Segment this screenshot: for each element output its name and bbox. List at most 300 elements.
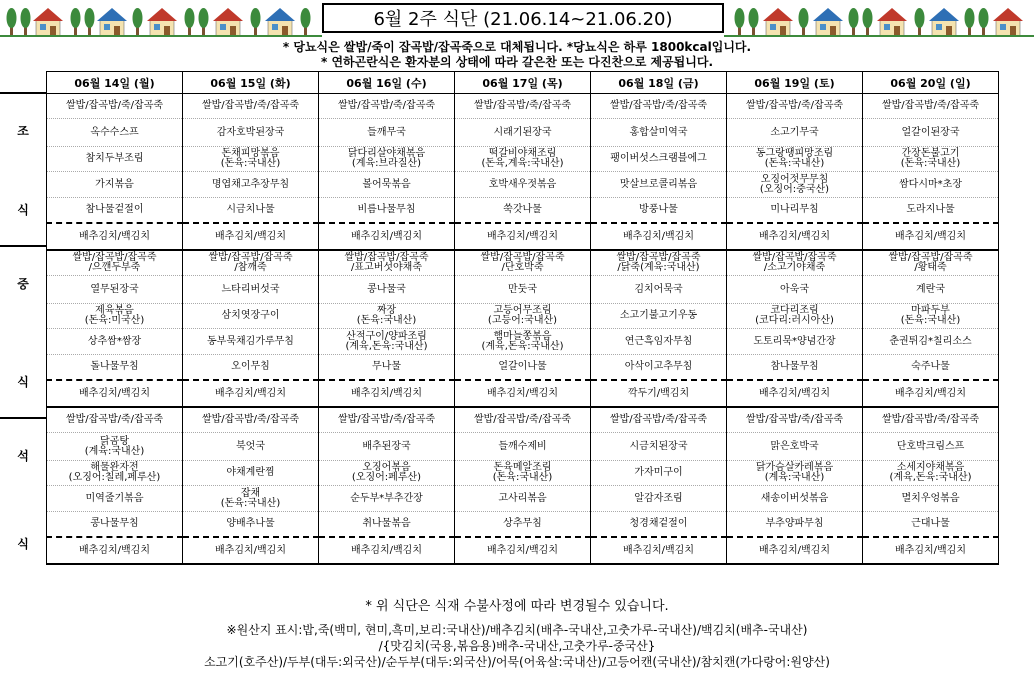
menu-item-text: 미나리무침 bbox=[770, 204, 819, 215]
menu-item-text: 콩나물무침 bbox=[90, 518, 139, 529]
menu-row bbox=[47, 172, 999, 198]
meal-label-char: 식 bbox=[17, 375, 29, 389]
menu-cell bbox=[455, 304, 591, 329]
tree-icon bbox=[185, 8, 195, 28]
menu-item-text: (계육,돈육:국내산) bbox=[481, 340, 564, 352]
menu-cell bbox=[319, 329, 455, 355]
menu-cell bbox=[591, 198, 727, 224]
house-roof bbox=[33, 8, 63, 21]
menu-item-text: 참나물겉절이 bbox=[85, 204, 144, 215]
menu-item-text: 들깨수제비 bbox=[498, 440, 547, 452]
house-window bbox=[272, 24, 278, 30]
menu-cell bbox=[319, 172, 455, 198]
house-roof bbox=[97, 8, 127, 21]
menu-item-text: /표고버섯야채죽 bbox=[351, 262, 422, 273]
menu-item-text: 가자미구이 bbox=[634, 467, 683, 478]
menu-cell bbox=[455, 486, 591, 512]
menu-item-text: 배추김치/백김치 bbox=[759, 387, 830, 399]
menu-item-text: 쌀밥/잡곡밥/죽/잡곡죽 bbox=[881, 100, 980, 111]
menu-cell bbox=[183, 276, 319, 304]
menu-item-text: (돈육:국내산) bbox=[492, 472, 553, 483]
menu-cell bbox=[727, 276, 863, 304]
menu-cell bbox=[863, 461, 999, 486]
menu-item-text: 콩나물국 bbox=[367, 283, 406, 295]
menu-item-text: 쌀밥/잡곡밥/죽/잡곡죽 bbox=[881, 414, 980, 425]
menu-cell bbox=[727, 486, 863, 512]
menu-cell bbox=[183, 304, 319, 329]
menu-item-text: 제육볶음 bbox=[95, 305, 134, 316]
menu-item-text: 배추된장국 bbox=[362, 440, 411, 452]
menu-item-text: 오징어볶음 bbox=[362, 462, 411, 473]
menu-item-text: 오징어젓무무침 bbox=[760, 173, 829, 185]
menu-item-text: 산적구이/양파조림 bbox=[346, 330, 427, 342]
menu-cell bbox=[47, 329, 183, 355]
menu-cell bbox=[47, 355, 183, 381]
menu-cell bbox=[727, 223, 863, 250]
menu-row bbox=[47, 537, 999, 564]
menu-item-text: 아욱국 bbox=[780, 283, 809, 295]
menu-item-text: 배추김치/백김치 bbox=[623, 544, 694, 556]
tree-icon bbox=[735, 8, 745, 28]
house-roof bbox=[213, 8, 243, 21]
menu-cell bbox=[727, 94, 863, 119]
menu-cell bbox=[455, 172, 591, 198]
house-icon bbox=[100, 20, 124, 36]
menu-cell bbox=[183, 147, 319, 172]
menu-cell bbox=[455, 250, 591, 276]
menu-item-text: 떡갈비야채조림 bbox=[488, 148, 557, 159]
tree-icon bbox=[301, 8, 311, 28]
menu-item-text: 배추김치/백김치 bbox=[759, 230, 830, 242]
menu-cell bbox=[47, 304, 183, 329]
menu-item-text: (돈육:국내산) bbox=[220, 497, 281, 509]
menu-cell bbox=[455, 276, 591, 304]
menu-cell bbox=[455, 433, 591, 461]
house-icon bbox=[932, 20, 956, 36]
house-icon bbox=[150, 20, 174, 36]
menu-cell bbox=[319, 198, 455, 224]
house-icon bbox=[36, 20, 60, 36]
menu-cell bbox=[863, 512, 999, 538]
menu-cell bbox=[47, 223, 183, 250]
menu-item-text: 연근흑임자무침 bbox=[624, 335, 693, 347]
menu-item-text: 배추김치/백김치 bbox=[79, 387, 150, 399]
menu-item-text: 배추김치/백김치 bbox=[487, 544, 558, 556]
menu-cell bbox=[863, 380, 999, 407]
menu-item-text: 호박새우젓볶음 bbox=[488, 178, 557, 190]
menu-item-text: 잡채 bbox=[240, 487, 261, 499]
menu-cell bbox=[319, 537, 455, 564]
house-roof bbox=[877, 8, 907, 21]
menu-item-text: 배추김치/백김치 bbox=[895, 544, 966, 556]
menu-cell bbox=[727, 119, 863, 147]
meal-label-char: 석 bbox=[17, 449, 29, 463]
menu-item-text: 부추양파무침 bbox=[765, 518, 824, 529]
menu-item-text: 참나물무침 bbox=[770, 361, 819, 372]
menu-cell bbox=[47, 433, 183, 461]
menu-cell bbox=[319, 147, 455, 172]
menu-item-text: 쌀밥/잡곡밥/죽/잡곡죽 bbox=[609, 100, 708, 111]
menu-cell bbox=[863, 486, 999, 512]
menu-item-text: 고사리볶음 bbox=[498, 492, 547, 504]
menu-item-text: 들깨무국 bbox=[367, 126, 406, 138]
menu-item-text: 쌀밥/잡곡밥/죽/잡곡죽 bbox=[745, 414, 844, 425]
day-header-3: 06월 17일 (목) bbox=[455, 72, 591, 94]
menu-item-text: 배추김치/백김치 bbox=[215, 544, 286, 556]
menu-item-text: 배추김치/백김치 bbox=[351, 230, 422, 242]
menu-item-text: (돈육:국내산) bbox=[356, 315, 417, 326]
menu-cell bbox=[319, 304, 455, 329]
house-window bbox=[936, 24, 942, 30]
menu-row bbox=[47, 380, 999, 407]
menu-item-text: 돈육메알조림 bbox=[493, 462, 552, 473]
menu-cell bbox=[591, 250, 727, 276]
menu-item-text: 쌀밥/잡곡밥/죽/잡곡죽 bbox=[337, 414, 436, 425]
menu-cell bbox=[183, 461, 319, 486]
menu-cell bbox=[47, 276, 183, 304]
menu-item-text: 취나물볶음 bbox=[362, 518, 411, 529]
menu-cell bbox=[47, 172, 183, 198]
house-window bbox=[154, 24, 160, 30]
menu-cell bbox=[319, 380, 455, 407]
menu-item-text: 쌀밥/잡곡밥/죽/잡곡죽 bbox=[201, 414, 300, 425]
menu-cell bbox=[183, 119, 319, 147]
menu-row bbox=[47, 304, 999, 329]
house-window bbox=[220, 24, 226, 30]
menu-cell bbox=[727, 198, 863, 224]
menu-item-text: 동부묵채김가루무침 bbox=[207, 335, 294, 347]
day-header-0: 06월 14일 (월) bbox=[47, 72, 183, 94]
menu-item-text: 상추무침 bbox=[503, 518, 542, 529]
menu-cell bbox=[591, 304, 727, 329]
menu-item-text: (오징어:중국산) bbox=[759, 183, 830, 195]
menu-cell bbox=[183, 355, 319, 381]
menu-cell bbox=[727, 304, 863, 329]
menu-cell bbox=[319, 94, 455, 119]
menu-cell bbox=[183, 486, 319, 512]
menu-item-text: 무나물 bbox=[372, 361, 401, 372]
day-header-6: 06월 20일 (일) bbox=[863, 72, 999, 94]
menu-cell bbox=[455, 380, 591, 407]
menu-cell bbox=[863, 276, 999, 304]
menu-cell bbox=[727, 537, 863, 564]
menu-item-text: 배추김치/백김치 bbox=[759, 544, 830, 556]
menu-cell bbox=[863, 223, 999, 250]
menu-item-text: /소고기야채죽 bbox=[763, 262, 826, 273]
menu-item-text: 양배추나물 bbox=[226, 518, 275, 529]
menu-item-text: 맑은호박국 bbox=[770, 440, 819, 452]
meal-label-box bbox=[0, 245, 46, 419]
dysphagia-note: * 연하곤란식은 환자분의 상태에 따라 갈은찬 또는 다진찬으로 제공됩니다. bbox=[320, 55, 714, 69]
menu-cell bbox=[183, 250, 319, 276]
menu-cell bbox=[591, 380, 727, 407]
menu-item-text: 야채계란찜 bbox=[226, 467, 275, 478]
menu-item-text: 방풍나물 bbox=[639, 204, 678, 215]
menu-item-text: 참치두부조림 bbox=[85, 153, 144, 164]
origin-line-1: ※원산지 표시:밥,죽(백미, 현미,흑미,보리:국내산)/배추김치(배추-국내산,고춧가루-국내산)/백김치(배추-국내산) bbox=[226, 623, 808, 637]
day-header-5: 06월 19일 (토) bbox=[727, 72, 863, 94]
menu-row bbox=[47, 355, 999, 381]
menu-cell bbox=[863, 355, 999, 381]
menu-item-text: 아삭이고추무침 bbox=[624, 361, 693, 372]
menu-item-text: 비름나물무침 bbox=[357, 204, 416, 215]
house-icon bbox=[216, 20, 240, 36]
house-icon bbox=[268, 20, 292, 36]
menu-item-text: 짜장 bbox=[376, 305, 397, 316]
tree-icon bbox=[199, 8, 209, 28]
menu-cell bbox=[863, 250, 999, 276]
menu-cell bbox=[455, 512, 591, 538]
menu-cell bbox=[727, 250, 863, 276]
menu-cell bbox=[183, 433, 319, 461]
tree-icon bbox=[979, 8, 989, 28]
menu-row bbox=[47, 198, 999, 224]
menu-item-text: 북엇국 bbox=[236, 440, 265, 452]
menu-cell bbox=[47, 198, 183, 224]
menu-item-text: /단호박죽 bbox=[501, 262, 544, 273]
menu-item-text: 시금치된장국 bbox=[629, 440, 688, 452]
menu-item-text: 맛살브로콜리볶음 bbox=[619, 178, 698, 190]
menu-item-text: /닭죽(계육:국내산) bbox=[617, 262, 700, 273]
menu-row bbox=[47, 119, 999, 147]
menu-cell bbox=[183, 537, 319, 564]
menu-item-text: 배추김치/백김치 bbox=[215, 230, 286, 242]
menu-row bbox=[47, 329, 999, 355]
tree-icon bbox=[915, 8, 925, 28]
menu-cell bbox=[47, 94, 183, 119]
change-notice: * 위 식단은 식재 수불사정에 따라 변경될수 있습니다. bbox=[365, 599, 669, 614]
tree-icon bbox=[251, 8, 261, 28]
menu-item-text: 만둣국 bbox=[508, 283, 537, 295]
menu-item-text: (계육,돈육:국내산) bbox=[889, 472, 972, 483]
menu-cell bbox=[319, 512, 455, 538]
menu-row bbox=[47, 147, 999, 172]
menu-item-text: 쌀밥/잡곡밥/죽/잡곡죽 bbox=[473, 414, 572, 425]
tree-icon bbox=[849, 8, 859, 28]
menu-item-text: 쌈다시마*초장 bbox=[899, 178, 962, 190]
menu-cell bbox=[591, 461, 727, 486]
menu-cell bbox=[455, 537, 591, 564]
menu-item-text: /참깨죽 bbox=[234, 262, 267, 273]
menu-item-text: 삼치엿장구이 bbox=[221, 310, 280, 321]
menu-cell bbox=[727, 147, 863, 172]
menu-cell bbox=[47, 119, 183, 147]
menu-item-text: 계란국 bbox=[916, 283, 945, 295]
menu-cell bbox=[591, 329, 727, 355]
menu-cell bbox=[591, 433, 727, 461]
menu-item-text: 쌀밥/잡곡밥/잡곡죽 bbox=[480, 252, 565, 263]
day-header-1: 06월 15일 (화) bbox=[183, 72, 319, 94]
menu-cell bbox=[47, 147, 183, 172]
menu-cell bbox=[863, 329, 999, 355]
menu-item-text: 감자호박된장국 bbox=[216, 126, 285, 138]
menu-cell bbox=[863, 172, 999, 198]
menu-item-text: 배추김치/백김치 bbox=[895, 230, 966, 242]
menu-item-text: 닭곰탕 bbox=[100, 435, 129, 447]
menu-item-text: 배추김치/백김치 bbox=[487, 387, 558, 399]
menu-item-text: 숙주나물 bbox=[911, 361, 950, 372]
menu-cell bbox=[727, 512, 863, 538]
menu-item-text: 동그랑땡피망조림 bbox=[755, 148, 834, 159]
day-header-4: 06월 18일 (금) bbox=[591, 72, 727, 94]
menu-item-text: 볼어묵볶음 bbox=[362, 178, 411, 190]
menu-item-text: 멸치우엉볶음 bbox=[901, 492, 960, 504]
menu-cell bbox=[591, 223, 727, 250]
house-icon bbox=[880, 20, 904, 36]
menu-item-text: 마파두부 bbox=[911, 305, 950, 316]
tree-icon bbox=[21, 8, 31, 28]
house-tree-decoration-left bbox=[0, 4, 320, 38]
menu-item-text: 소세지야채볶음 bbox=[896, 462, 965, 473]
menu-item-text: 배추김치/백김치 bbox=[351, 544, 422, 556]
menu-cell bbox=[183, 198, 319, 224]
menu-cell bbox=[455, 198, 591, 224]
tree-icon bbox=[749, 8, 759, 28]
house-window bbox=[104, 24, 110, 30]
menu-cell bbox=[591, 486, 727, 512]
menu-item-text: (돈육,계육:국내산) bbox=[481, 158, 564, 169]
menu-cell bbox=[319, 355, 455, 381]
menu-item-text: 가지볶음 bbox=[95, 178, 134, 190]
menu-item-text: (오징어:칠레,페루산) bbox=[68, 472, 161, 483]
menu-item-text: 얼갈이된장국 bbox=[901, 126, 960, 138]
house-roof bbox=[763, 8, 793, 21]
menu-item-text: (돈육:국내산) bbox=[900, 158, 961, 169]
menu-item-text: 배추김치/백김치 bbox=[351, 387, 422, 399]
menu-item-text: 배추김치/백김치 bbox=[79, 544, 150, 556]
menu-cell bbox=[591, 355, 727, 381]
menu-item-text: 쌀밥/잡곡밥/죽/잡곡죽 bbox=[65, 100, 164, 111]
menu-item-text: /황태죽 bbox=[914, 262, 947, 273]
menu-item-text: 시래기된장국 bbox=[493, 126, 552, 138]
menu-row bbox=[47, 407, 999, 433]
day-header-2: 06월 16일 (수) bbox=[319, 72, 455, 94]
tree-icon bbox=[863, 8, 873, 28]
menu-cell bbox=[455, 223, 591, 250]
menu-cell bbox=[727, 461, 863, 486]
menu-item-text: 쌀밥/잡곡밥/죽/잡곡죽 bbox=[745, 100, 844, 111]
menu-cell bbox=[863, 198, 999, 224]
menu-item-text: (돈육:국내산) bbox=[764, 158, 825, 169]
menu-item-text: (돈육:국내산) bbox=[220, 158, 281, 169]
menu-row bbox=[47, 486, 999, 512]
menu-cell bbox=[319, 119, 455, 147]
menu-cell bbox=[319, 433, 455, 461]
menu-cell bbox=[863, 537, 999, 564]
house-roof bbox=[813, 8, 843, 21]
ground-line-right bbox=[724, 35, 1034, 37]
menu-cell bbox=[183, 223, 319, 250]
menu-item-text: (계육:브라질산) bbox=[351, 158, 422, 169]
menu-cell bbox=[47, 250, 183, 276]
menu-item-text: 고등어무조림 bbox=[493, 305, 552, 316]
menu-item-text: 깍두기/백김치 bbox=[627, 387, 690, 399]
menu-cell bbox=[319, 223, 455, 250]
house-roof bbox=[147, 8, 177, 21]
menu-cell bbox=[183, 380, 319, 407]
diabetes-note: * 당뇨식은 쌀밥/죽이 잡곡밥/잡곡죽으로 대체됩니다. *당뇨식은 하루 1800kcal입니다. bbox=[282, 40, 752, 54]
menu-item-text: 배추김치/백김치 bbox=[895, 387, 966, 399]
menu-item-text: 청경채겉절이 bbox=[629, 518, 688, 529]
menu-cell bbox=[727, 407, 863, 433]
menu-cell bbox=[183, 407, 319, 433]
menu-cell bbox=[455, 147, 591, 172]
menu-item-text: (오징어:페루산) bbox=[351, 472, 422, 483]
menu-cell bbox=[47, 407, 183, 433]
menu-row bbox=[47, 461, 999, 486]
menu-cell bbox=[47, 461, 183, 486]
menu-row bbox=[47, 512, 999, 538]
house-window bbox=[1000, 24, 1006, 30]
meal-label-char: 식 bbox=[17, 203, 29, 217]
menu-row bbox=[47, 276, 999, 304]
menu-cell bbox=[863, 147, 999, 172]
menu-item-text: 쌀밥/잡곡밥/죽/잡곡죽 bbox=[473, 100, 572, 111]
menu-cell bbox=[319, 486, 455, 512]
menu-cell bbox=[319, 407, 455, 433]
weekly-menu-table bbox=[46, 71, 999, 565]
menu-item-text: 쌀밥/잡곡밥/죽/잡곡죽 bbox=[337, 100, 436, 111]
menu-item-text: 미역줄기볶음 bbox=[85, 492, 144, 504]
menu-item-text: 쌀밥/잡곡밥/잡곡죽 bbox=[344, 252, 429, 263]
menu-cell bbox=[727, 433, 863, 461]
menu-row bbox=[47, 250, 999, 276]
menu-cell bbox=[47, 486, 183, 512]
house-icon bbox=[766, 20, 790, 36]
menu-item-text: 쌀밥/잡곡밥/죽/잡곡죽 bbox=[65, 414, 164, 425]
menu-cell bbox=[183, 172, 319, 198]
menu-item-text: (계육:국내산) bbox=[764, 472, 825, 483]
menu-item-text: (계육,돈육:국내산) bbox=[345, 340, 428, 352]
menu-cell bbox=[727, 172, 863, 198]
menu-cell bbox=[455, 407, 591, 433]
menu-item-text: 단호박크림스프 bbox=[896, 440, 965, 452]
house-roof bbox=[993, 8, 1023, 21]
menu-item-text: 김치어묵국 bbox=[634, 283, 683, 295]
menu-item-text: 햄마늘쫑볶음 bbox=[493, 330, 552, 342]
menu-item-text: 명엽채고추장무침 bbox=[211, 178, 290, 190]
menu-item-text: 쌀밥/잡곡밥/잡곡죽 bbox=[208, 252, 293, 263]
menu-item-text: 돌나물무침 bbox=[90, 361, 139, 372]
menu-cell bbox=[319, 276, 455, 304]
menu-row bbox=[47, 94, 999, 119]
house-window bbox=[770, 24, 776, 30]
menu-cell bbox=[727, 355, 863, 381]
menu-cell bbox=[183, 512, 319, 538]
menu-cell bbox=[319, 461, 455, 486]
origin-line-2: /{맛김치(국용,볶음용)배추-국내산,고춧가루-중국산} bbox=[378, 639, 656, 653]
menu-cell bbox=[591, 407, 727, 433]
page-title: 6월 2주 식단 (21.06.14~21.06.20) bbox=[322, 3, 724, 33]
menu-cell bbox=[183, 329, 319, 355]
menu-item-text: 알감자조림 bbox=[634, 492, 683, 504]
menu-item-text: 쌀밥/잡곡밥/죽/잡곡죽 bbox=[609, 414, 708, 425]
menu-item-text: 시금치나물 bbox=[226, 204, 275, 215]
meal-label-char: 중 bbox=[17, 277, 29, 291]
tree-icon bbox=[85, 8, 95, 28]
menu-item-text: (고등어:국내산) bbox=[487, 315, 558, 326]
ground-line-left bbox=[0, 35, 322, 37]
house-icon bbox=[996, 20, 1020, 36]
menu-cell bbox=[455, 329, 591, 355]
menu-cell bbox=[47, 537, 183, 564]
menu-item-text: 배추김치/백김치 bbox=[623, 230, 694, 242]
menu-cell bbox=[455, 119, 591, 147]
menu-cell bbox=[455, 355, 591, 381]
menu-item-text: 느타리버섯국 bbox=[221, 283, 280, 295]
menu-item-text: 닭다리살야채볶음 bbox=[347, 148, 426, 159]
menu-cell bbox=[727, 329, 863, 355]
